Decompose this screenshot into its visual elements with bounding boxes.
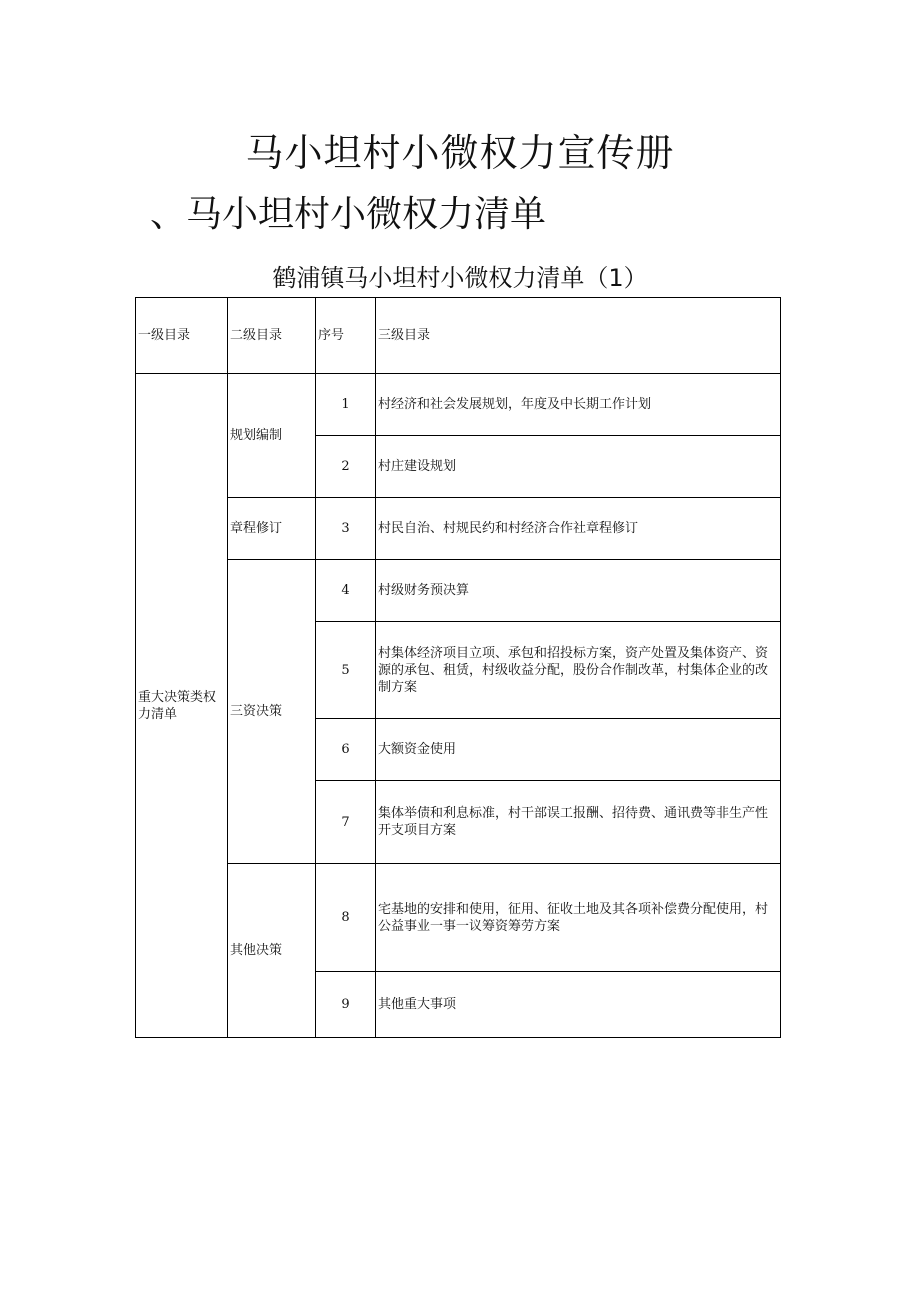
seq-cell: 5	[316, 622, 376, 719]
section-title: 、马小坦村小微权力清单	[150, 194, 547, 235]
table-row	[136, 560, 781, 622]
table-header-row	[136, 298, 781, 374]
item-cell: 其他重大事项	[376, 972, 781, 1038]
item-cell: 村经济和社会发展规划，年度及中长期工作计划	[376, 374, 781, 436]
group-cell-assets: 三资决策	[228, 560, 316, 864]
item-cell: 大额资金使用	[376, 719, 781, 781]
group-cell-charter: 章程修订	[228, 498, 316, 560]
seq-cell: 2	[316, 436, 376, 498]
seq-cell: 8	[316, 864, 376, 972]
item-cell: 村庄建设规划	[376, 436, 781, 498]
power-list-table	[135, 297, 781, 1038]
header-level3: 三级目录	[376, 298, 781, 374]
item-cell: 村民自治、村规民约和村经济合作社章程修订	[376, 498, 781, 560]
item-cell: 宅基地的安排和使用，征用、征收土地及其各项补偿费分配使用，村公益事业一事一议筹资筹劳方案	[376, 864, 781, 972]
main-title: 马小坦村小微权力宣传册	[245, 131, 675, 175]
seq-cell: 7	[316, 781, 376, 864]
header-level2: 二级目录	[228, 298, 316, 374]
table-title: 鹤浦镇马小坦村小微权力清单（1）	[272, 264, 648, 292]
header-level1: 一级目录	[136, 298, 228, 374]
seq-cell: 9	[316, 972, 376, 1038]
table-row	[136, 864, 781, 972]
header-seq: 序号	[316, 298, 376, 374]
seq-cell: 3	[316, 498, 376, 560]
table-row	[136, 374, 781, 436]
item-cell: 村级财务预决算	[376, 560, 781, 622]
category-cell: 重大决策类权力清单	[136, 374, 228, 1038]
seq-cell: 4	[316, 560, 376, 622]
group-cell-other: 其他决策	[228, 864, 316, 1038]
group-cell-planning: 规划编制	[228, 374, 316, 498]
item-cell: 集体举债和利息标准，村干部误工报酬、招待费、通讯费等非生产性开支项目方案	[376, 781, 781, 864]
seq-cell: 6	[316, 719, 376, 781]
table-row	[136, 498, 781, 560]
seq-cell: 1	[316, 374, 376, 436]
item-cell: 村集体经济项目立项、承包和招投标方案，资产处置及集体资产、资源的承包、租赁，村级收益分配，股份合作制改革，村集体企业的改制方案	[376, 622, 781, 719]
